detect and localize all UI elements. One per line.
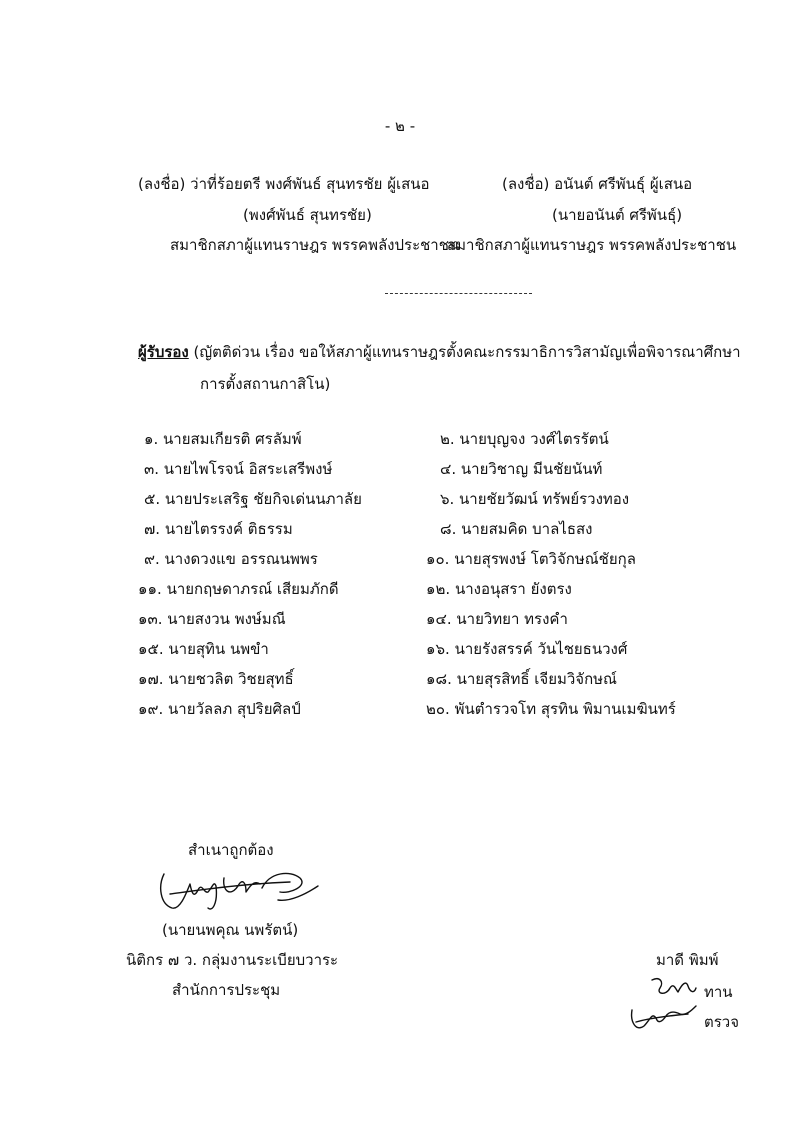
- endorser-1: ๑. นายสมเกียรติ ศรลัมพ์: [144, 430, 302, 448]
- endorser-10: ๑๐. นายสุรพงษ์ โตวิจักษณ์ชัยกุล: [426, 550, 636, 568]
- endorser-15: ๑๕. นายสุทิน นพขำ: [138, 640, 269, 658]
- endorser-13: ๑๓. นายสงวน พงษ์มณี: [138, 610, 286, 628]
- verifier-initials: [626, 1002, 698, 1036]
- endorser-18: ๑๘. นายสุรสิทธิ์ เจียมวิจักษณ์: [426, 670, 617, 688]
- endorser-4: ๔. นายวิชาญ มีนชัยนันท์: [440, 460, 603, 478]
- proposer-2-position: สมาชิกสภาผู้แทนราษฎร พรรคพลังประชาชน: [447, 236, 737, 254]
- endorser-3: ๓. นายไพโรจน์ อิสระเสรีพงษ์: [144, 460, 333, 478]
- typed-by: มาดี พิมพ์: [656, 951, 719, 969]
- endorsers-label: ผู้รับรอง: [138, 343, 189, 361]
- proposer-1-name: (พงศ์พันธ์ สุนทรชัย): [243, 206, 372, 224]
- page-number: - ๒ -: [384, 117, 416, 135]
- endorser-2: ๒. นายบุญจง วงศ์ไตรรัตน์: [440, 430, 609, 448]
- endorsers-subject: (ญัตติด่วน เรื่อง ขอให้สภาผู้แทนราษฎรตั้งคณะกรรมาธิการวิสามัญเพื่อพิจารณาศึกษา: [188, 343, 741, 361]
- endorser-6: ๖. นายชัยวัฒน์ ทรัพย์รวงทอง: [440, 490, 630, 508]
- endorser-9: ๙. นางดวงแข อรรณนพพร: [144, 550, 318, 568]
- certifier-office: สำนักการประชุม: [172, 981, 281, 999]
- proposer-1-signature-line: (ลงชื่อ) ว่าที่ร้อยตรี พงศ์พันธ์ สุนทรชัย ผู้เสนอ: [138, 175, 430, 193]
- verified-label: ตรวจ: [704, 1013, 740, 1031]
- certifier-name: (นายนพคุณ นพรัตน์): [162, 921, 299, 939]
- certifier-signature: [150, 864, 325, 914]
- checker-initials: [648, 974, 700, 1002]
- certification-title: สำเนาถูกต้อง: [188, 841, 274, 859]
- proposer-2-name: (นายอนันต์ ศรีพันธุ์): [552, 206, 683, 224]
- checked-label: ทาน: [704, 983, 733, 1001]
- endorser-19: ๑๙. นายวัลลภ สุปริยศิลป์: [138, 700, 301, 718]
- endorser-12: ๑๒. นางอนุสรา ยังตรง: [426, 580, 572, 598]
- proposer-2-signature-line: (ลงชื่อ) อนันต์ ศรีพันธุ์ ผู้เสนอ: [502, 175, 693, 193]
- endorsers-heading: [138, 340, 741, 364]
- endorsers-subject-continued: การตั้งสถานกาสิโน): [200, 375, 331, 393]
- endorser-14: ๑๔. นายวิทยา ทรงคำ: [426, 610, 568, 628]
- endorser-20: ๒๐. พันตำรวจโท สุรทิน พิมานเมฆินทร์: [426, 700, 676, 718]
- endorser-17: ๑๗. นายชวลิต วิชยสุทธิ์: [138, 670, 294, 688]
- endorser-16: ๑๖. นายรังสรรค์ วันไชยธนวงศ์: [426, 640, 628, 658]
- proposer-1-position: สมาชิกสภาผู้แทนราษฎร พรรคพลังประชาชน: [170, 236, 460, 254]
- section-divider: [385, 293, 532, 294]
- endorser-5: ๕. นายประเสริฐ ชัยกิจเด่นนภาลัย: [144, 490, 362, 508]
- endorser-8: ๘. นายสมคิด บาลไธสง: [440, 520, 593, 538]
- endorser-7: ๗. นายไตรรงค์ ติธรรม: [144, 520, 293, 538]
- certifier-position: นิติกร ๗ ว. กลุ่มงานระเบียบวาระ: [126, 951, 339, 969]
- endorser-11: ๑๑. นายกฤษดาภรณ์ เสียมภักดี: [138, 580, 339, 598]
